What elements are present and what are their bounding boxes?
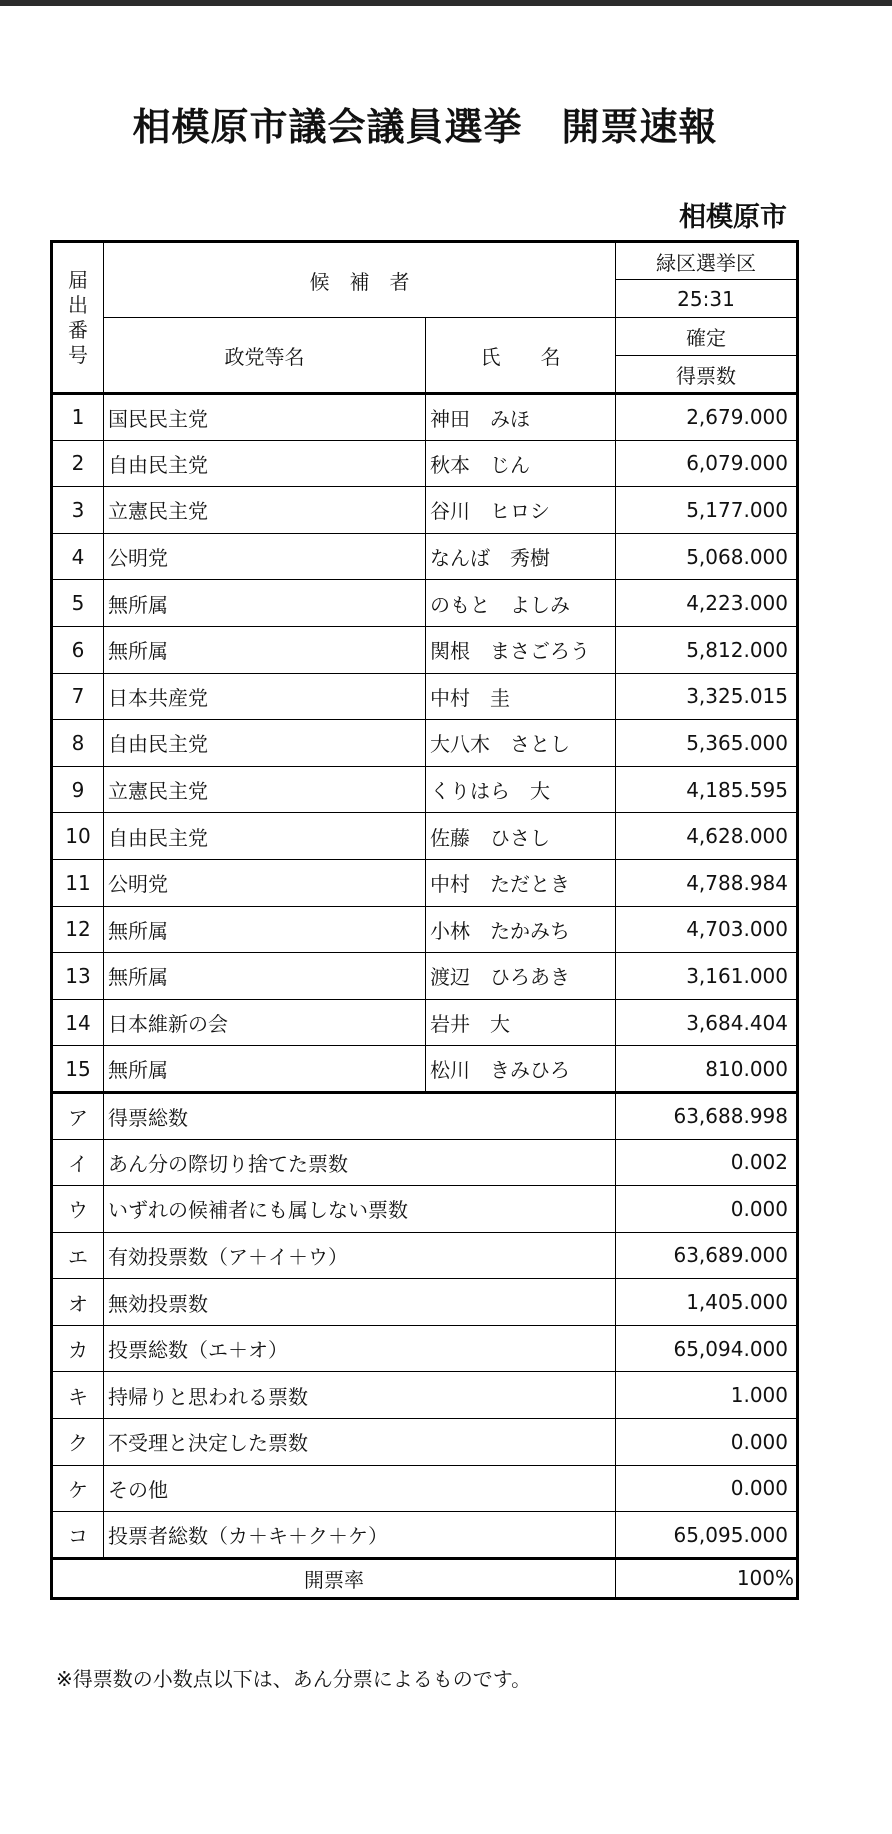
candidate-party: 国民民主党 — [104, 394, 426, 441]
table-row — [52, 999, 798, 1046]
table-row — [52, 813, 798, 860]
publisher-label: 相模原市 — [679, 202, 787, 233]
table-row — [52, 394, 798, 441]
top-bar — [0, 0, 892, 6]
candidate-number: 2 — [52, 440, 104, 487]
summary-value: 1,405.000 — [616, 1279, 798, 1326]
summary-key: イ — [52, 1139, 104, 1186]
summary-label: 投票総数（エ＋オ） — [104, 1325, 616, 1372]
summary-key: カ — [52, 1325, 104, 1372]
summary-row — [52, 1419, 798, 1466]
candidate-votes: 3,684.404 — [616, 999, 798, 1046]
candidate-votes: 4,223.000 — [616, 580, 798, 627]
candidate-name: 関根 まさごろう — [426, 626, 616, 673]
candidate-header: 候 補 者 — [104, 242, 616, 318]
table-row — [52, 766, 798, 813]
candidate-name: 中村 圭 — [426, 673, 616, 720]
candidate-name: 小林 たかみち — [426, 906, 616, 953]
counting-rate-label: 開票率 — [52, 1558, 616, 1598]
candidate-name: 中村 ただとき — [426, 859, 616, 906]
candidate-number: 7 — [52, 673, 104, 720]
summary-label: その他 — [104, 1465, 616, 1512]
candidate-party: 日本共産党 — [104, 673, 426, 720]
summary-label: 持帰りと思われる票数 — [104, 1372, 616, 1419]
candidate-number: 5 — [52, 580, 104, 627]
summary-label: 投票者総数（カ＋キ＋ク＋ケ） — [104, 1512, 616, 1559]
candidate-name: のもと よしみ — [426, 580, 616, 627]
candidate-party: 自由民主党 — [104, 813, 426, 860]
candidate-number: 14 — [52, 999, 104, 1046]
candidate-name: 岩井 大 — [426, 999, 616, 1046]
party-header: 政党等名 — [104, 318, 426, 394]
candidate-number: 15 — [52, 1046, 104, 1093]
candidate-party: 無所属 — [104, 906, 426, 953]
candidate-party: 公明党 — [104, 533, 426, 580]
summary-value: 1.000 — [616, 1372, 798, 1419]
summary-value: 65,095.000 — [616, 1512, 798, 1559]
table-row — [52, 1046, 798, 1093]
candidate-number: 12 — [52, 906, 104, 953]
summary-value: 0.002 — [616, 1139, 798, 1186]
candidate-number: 10 — [52, 813, 104, 860]
candidate-votes: 2,679.000 — [616, 394, 798, 441]
table-row — [52, 533, 798, 580]
candidate-party: 立憲民主党 — [104, 487, 426, 534]
candidate-number: 11 — [52, 859, 104, 906]
summary-value: 0.000 — [616, 1465, 798, 1512]
table-row — [52, 487, 798, 534]
candidate-votes: 6,079.000 — [616, 440, 798, 487]
candidate-number: 1 — [52, 394, 104, 441]
summary-label: 不受理と決定した票数 — [104, 1419, 616, 1466]
summary-value: 0.000 — [616, 1186, 798, 1233]
table-row — [52, 440, 798, 487]
summary-row — [52, 1232, 798, 1279]
summary-key: ク — [52, 1419, 104, 1466]
candidate-party: 無所属 — [104, 580, 426, 627]
candidate-name: 神田 みほ — [426, 394, 616, 441]
summary-key: コ — [52, 1512, 104, 1559]
summary-row — [52, 1465, 798, 1512]
summary-key: オ — [52, 1279, 104, 1326]
candidate-party: 無所属 — [104, 953, 426, 1000]
candidate-party: 日本維新の会 — [104, 999, 426, 1046]
summary-key: エ — [52, 1232, 104, 1279]
summary-row — [52, 1279, 798, 1326]
summary-key: キ — [52, 1372, 104, 1419]
candidate-name: なんば 秀樹 — [426, 533, 616, 580]
time-header: 25:31 — [616, 280, 798, 318]
candidate-number: 3 — [52, 487, 104, 534]
summary-value: 63,688.998 — [616, 1092, 798, 1139]
counting-rate-value: 100% — [616, 1558, 798, 1598]
status-header: 確定 — [616, 318, 798, 356]
results-table — [50, 240, 799, 1600]
table-row — [52, 626, 798, 673]
candidate-name: 佐藤 ひさし — [426, 813, 616, 860]
candidate-votes: 3,161.000 — [616, 953, 798, 1000]
candidate-number: 13 — [52, 953, 104, 1000]
table-row — [52, 720, 798, 767]
summary-value: 0.000 — [616, 1419, 798, 1466]
summary-value: 63,689.000 — [616, 1232, 798, 1279]
summary-row — [52, 1186, 798, 1233]
candidate-votes: 5,812.000 — [616, 626, 798, 673]
table-row — [52, 859, 798, 906]
candidate-votes: 4,703.000 — [616, 906, 798, 953]
candidate-name: 谷川 ヒロシ — [426, 487, 616, 534]
summary-row — [52, 1512, 798, 1559]
summary-label: 無効投票数 — [104, 1279, 616, 1326]
number-column-header: 届 出 番 号 — [52, 242, 104, 394]
candidate-votes: 4,185.595 — [616, 766, 798, 813]
candidate-votes: 810.000 — [616, 1046, 798, 1093]
table-row — [52, 953, 798, 1000]
candidate-number: 9 — [52, 766, 104, 813]
summary-row — [52, 1092, 798, 1139]
candidate-name: 渡辺 ひろあき — [426, 953, 616, 1000]
summary-value: 65,094.000 — [616, 1325, 798, 1372]
candidate-votes: 5,365.000 — [616, 720, 798, 767]
candidate-number: 4 — [52, 533, 104, 580]
counting-rate-row — [52, 1558, 798, 1598]
summary-label: あん分の際切り捨てた票数 — [104, 1139, 616, 1186]
candidate-party: 自由民主党 — [104, 720, 426, 767]
summary-row — [52, 1139, 798, 1186]
table-row — [52, 673, 798, 720]
summary-label: 有効投票数（ア＋イ＋ウ） — [104, 1232, 616, 1279]
candidate-votes: 5,177.000 — [616, 487, 798, 534]
candidate-votes: 4,788.984 — [616, 859, 798, 906]
candidate-votes: 5,068.000 — [616, 533, 798, 580]
summary-key: ケ — [52, 1465, 104, 1512]
summary-label: いずれの候補者にも属しない票数 — [104, 1186, 616, 1233]
candidate-name: 松川 きみひろ — [426, 1046, 616, 1093]
summary-label: 得票総数 — [104, 1092, 616, 1139]
table-row — [52, 906, 798, 953]
candidate-votes: 4,628.000 — [616, 813, 798, 860]
candidate-votes: 3,325.015 — [616, 673, 798, 720]
candidate-party: 立憲民主党 — [104, 766, 426, 813]
summary-key: ア — [52, 1092, 104, 1139]
candidate-party: 無所属 — [104, 626, 426, 673]
candidate-name: くりはら 大 — [426, 766, 616, 813]
page-title: 相模原市議会議員選挙 開票速報 — [132, 105, 718, 149]
summary-key: ウ — [52, 1186, 104, 1233]
district-header: 緑区選挙区 — [616, 242, 798, 280]
candidate-party: 公明党 — [104, 859, 426, 906]
candidate-number: 6 — [52, 626, 104, 673]
footnote: ※得票数の小数点以下は、あん分票によるものです。 — [56, 1667, 532, 1691]
summary-row — [52, 1325, 798, 1372]
candidate-name: 秋本 じん — [426, 440, 616, 487]
candidate-party: 無所属 — [104, 1046, 426, 1093]
candidate-name: 大八木 さとし — [426, 720, 616, 767]
votes-header: 得票数 — [616, 356, 798, 394]
name-header: 氏 名 — [426, 318, 616, 394]
candidate-party: 自由民主党 — [104, 440, 426, 487]
table-row — [52, 580, 798, 627]
candidate-number: 8 — [52, 720, 104, 767]
summary-row — [52, 1372, 798, 1419]
